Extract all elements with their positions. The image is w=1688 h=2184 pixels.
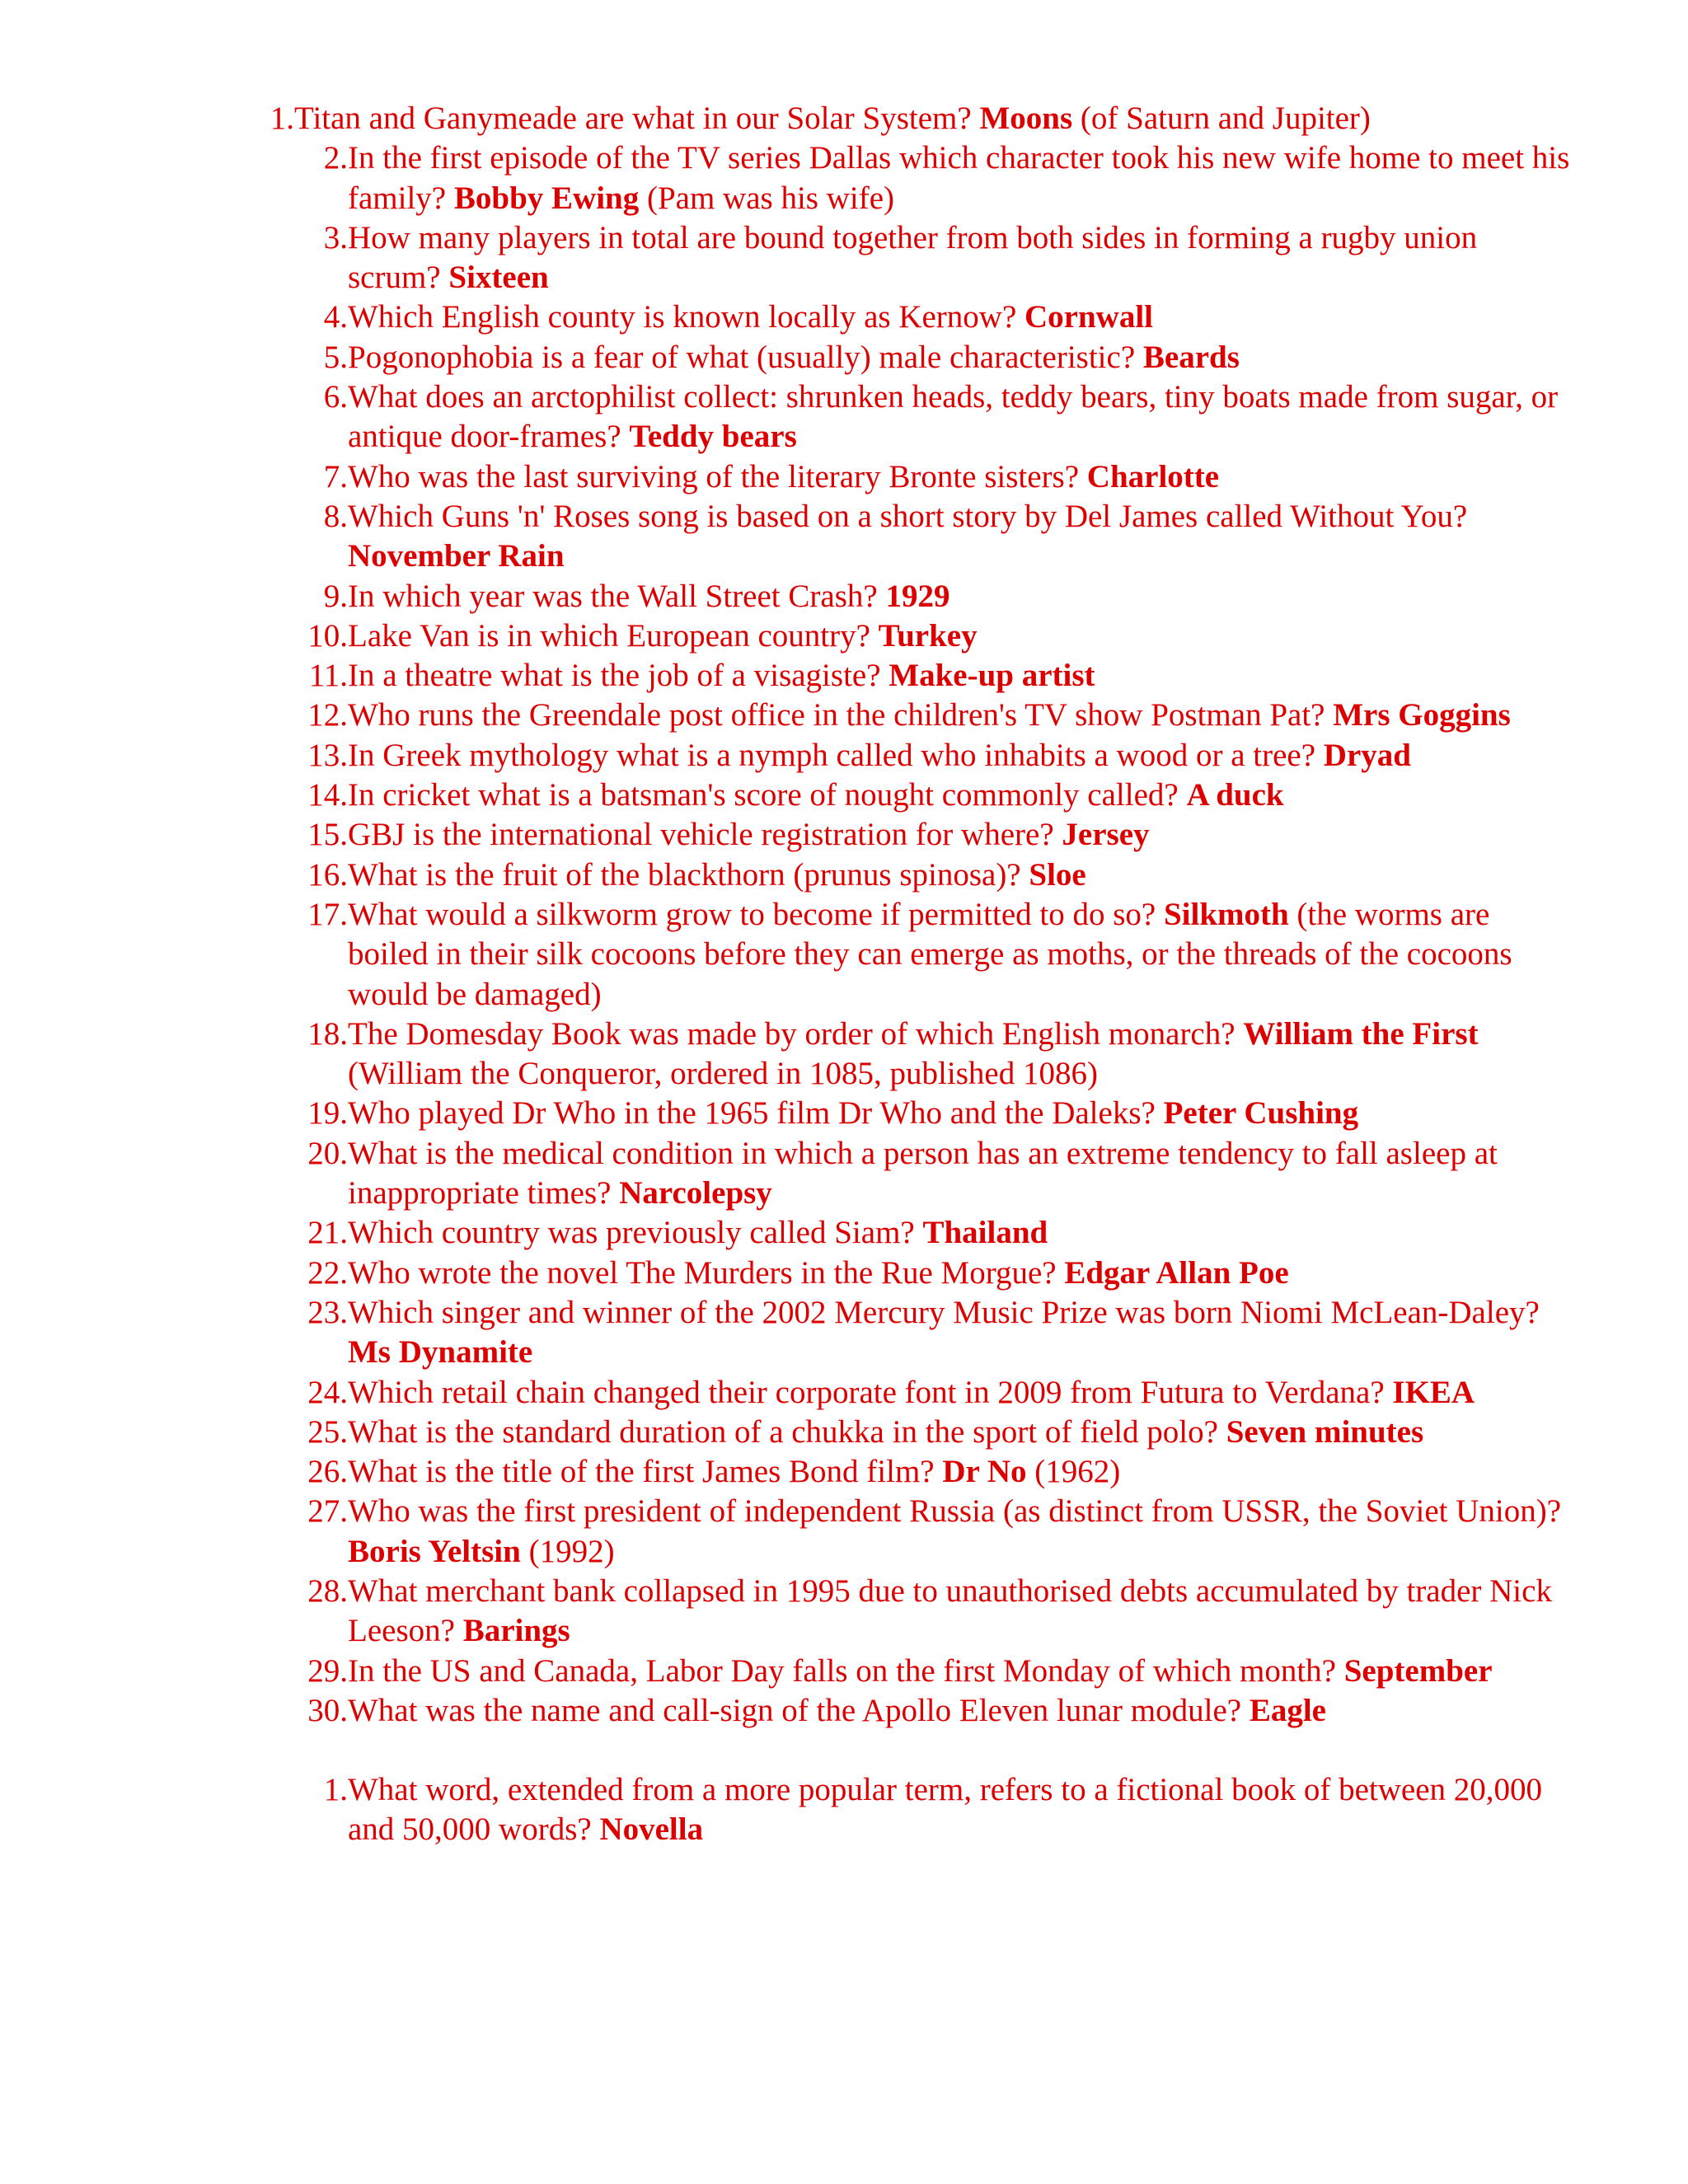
- quiz-item: [247, 497, 1574, 577]
- question-text: Titan and Ganymeade are what in our Solar System?: [294, 101, 972, 136]
- quiz-item: [247, 457, 1574, 497]
- question-number: [247, 1572, 348, 1611]
- question-number-label: 1.: [323, 1772, 348, 1808]
- question-body: [348, 616, 1574, 656]
- question-text: Which English county is known locally as Kernow?: [348, 299, 1017, 335]
- question-text: What is the medical condition in which a person has an extreme tendency to fall asleep at inappropriate times?: [348, 1135, 1498, 1212]
- quiz-item: [198, 99, 1574, 138]
- question-text: What is the fruit of the blackthorn (prunus spinosa)?: [348, 856, 1021, 893]
- question-body: [348, 1770, 1574, 1850]
- answer-text: Cornwall: [1025, 299, 1153, 335]
- question-number: [247, 1254, 348, 1293]
- question-number-label: 20.: [307, 1135, 348, 1171]
- question-number: [247, 815, 348, 855]
- answer-text: Beards: [1142, 339, 1240, 375]
- quiz-item: [247, 1213, 1574, 1253]
- question-text: In cricket what is a batsman's score of nought commonly called?: [348, 777, 1179, 813]
- question-number: [247, 616, 348, 656]
- quiz-item: [247, 815, 1574, 855]
- quiz-item: [247, 1015, 1574, 1094]
- question-number-label: 16.: [307, 856, 348, 893]
- question-number-label: 6.: [323, 379, 348, 415]
- answer-text: IKEA: [1392, 1374, 1475, 1410]
- question-text: Who was the last surviving of the literary Bronte sisters?: [348, 458, 1080, 494]
- question-number-label: 8.: [323, 498, 348, 534]
- quiz-item: [247, 1652, 1574, 1691]
- question-number: [247, 1134, 348, 1174]
- quiz-item: [247, 1492, 1574, 1572]
- question-body: [348, 736, 1574, 776]
- answer-text: Narcolepsy: [619, 1175, 772, 1212]
- question-text: What would a silkworm grow to become if permitted to do so?: [348, 896, 1156, 932]
- question-number-label: 1.: [270, 101, 294, 136]
- question-number: [247, 298, 348, 337]
- answer-text: Make-up artist: [889, 658, 1095, 694]
- answer-text: Sloe: [1029, 856, 1086, 893]
- question-number: [247, 457, 348, 497]
- answer-text: Turkey: [878, 617, 978, 654]
- answer-text: Moons: [979, 101, 1073, 136]
- section-spacer: [247, 1731, 1574, 1770]
- question-body: [348, 1373, 1574, 1413]
- question-body: [348, 218, 1574, 298]
- answer-note: (of Saturn and Jupiter): [1080, 101, 1371, 136]
- answer-text: Dryad: [1323, 737, 1411, 773]
- question-number-label: 23.: [307, 1294, 348, 1330]
- quiz-item: [247, 1293, 1574, 1373]
- question-number-label: 18.: [307, 1015, 348, 1052]
- question-number: [247, 1293, 348, 1333]
- quiz-item: [247, 616, 1574, 656]
- question-body: [348, 895, 1574, 1015]
- quiz-item: [247, 298, 1574, 337]
- question-body: [348, 377, 1574, 457]
- question-number-label: 21.: [307, 1215, 348, 1251]
- question-body: [348, 1254, 1574, 1293]
- quiz-item: [247, 1572, 1574, 1652]
- question-number-label: 19.: [307, 1095, 348, 1132]
- question-text: What word, extended from a more popular term, refers to a fictional book of between 20,000 and 50,000 words?: [348, 1772, 1542, 1848]
- answer-text: Seven minutes: [1226, 1413, 1424, 1450]
- question-number: [247, 497, 348, 537]
- question-body: [348, 776, 1574, 815]
- quiz-item: [247, 656, 1574, 696]
- quiz-item: [247, 577, 1574, 616]
- question-text: The Domesday Book was made by order of which English monarch?: [348, 1015, 1236, 1052]
- quiz-item: [247, 736, 1574, 776]
- question-number: [247, 656, 348, 696]
- question-number-label: 25.: [307, 1413, 348, 1450]
- question-number: [247, 377, 348, 417]
- answer-text: Silkmoth: [1163, 896, 1289, 932]
- question-number-label: 10.: [307, 617, 348, 654]
- question-number-label: 30.: [307, 1692, 348, 1728]
- question-text: What is the standard duration of a chukka in the sport of field polo?: [348, 1413, 1218, 1450]
- answer-text: September: [1343, 1652, 1493, 1689]
- question-number-label: 9.: [323, 578, 348, 614]
- answer-text: Ms Dynamite: [348, 1334, 533, 1371]
- quiz-item: [247, 1691, 1574, 1731]
- question-number: [247, 1691, 348, 1731]
- question-number-label: 26.: [307, 1454, 348, 1490]
- question-text: How many players in total are bound together from both sides in forming a rugby union scrum?: [348, 219, 1478, 296]
- question-body: [348, 577, 1574, 616]
- question-number: [247, 1373, 348, 1413]
- question-body: [348, 1015, 1574, 1094]
- question-body: [348, 1134, 1574, 1214]
- question-number-label: 12.: [307, 697, 348, 733]
- question-number: [247, 338, 348, 377]
- question-text: Who runs the Greendale post office in the children's TV show Postman Pat?: [348, 697, 1325, 733]
- question-number-label: 24.: [307, 1374, 348, 1410]
- question-text: Pogonophobia is a fear of what (usually) male characteristic?: [348, 339, 1136, 375]
- quiz-item: [247, 1770, 1574, 1850]
- quiz-item: [247, 1134, 1574, 1214]
- question-number: [198, 99, 294, 138]
- question-body: [348, 696, 1574, 735]
- question-text: In the US and Canada, Labor Day falls on the first Monday of which month?: [348, 1652, 1336, 1689]
- question-number-label: 22.: [307, 1254, 348, 1291]
- question-number: [247, 138, 348, 178]
- quiz-item: [247, 1094, 1574, 1133]
- question-number: [247, 855, 348, 895]
- question-number: [247, 577, 348, 616]
- answer-text: Barings: [462, 1613, 570, 1649]
- quiz-item: [247, 855, 1574, 895]
- question-body: [348, 457, 1574, 497]
- question-text: Who played Dr Who in the 1965 film Dr Who and the Daleks?: [348, 1095, 1156, 1132]
- question-number: [247, 218, 348, 258]
- quiz-item: [247, 138, 1574, 218]
- question-number-label: 2.: [323, 140, 348, 176]
- question-body: [348, 497, 1574, 577]
- answer-text: Peter Cushing: [1163, 1095, 1359, 1132]
- question-number-label: 11.: [308, 658, 348, 694]
- answer-text: Sixteen: [448, 260, 549, 296]
- answer-text: A duck: [1186, 777, 1284, 813]
- question-number: [247, 1492, 348, 1531]
- quiz-item: [247, 696, 1574, 735]
- question-text: What merchant bank collapsed in 1995 due to unauthorised debts accumulated by trader Nick Leeson?: [348, 1572, 1552, 1649]
- question-number-label: 27.: [307, 1493, 348, 1530]
- quiz-item: [247, 218, 1574, 298]
- question-body: [348, 1213, 1574, 1253]
- question-body: [348, 1413, 1574, 1452]
- answer-text: Dr No: [942, 1454, 1027, 1490]
- question-number-label: 13.: [307, 737, 348, 773]
- question-text: Which singer and winner of the 2002 Mercury Music Prize was born Niomi McLean-Daley?: [348, 1294, 1540, 1330]
- quiz-list: [247, 99, 1574, 1850]
- question-text: In a theatre what is the job of a visagiste?: [348, 658, 881, 694]
- question-body: [348, 1652, 1574, 1691]
- question-body: [348, 1492, 1574, 1572]
- quiz-item: [247, 338, 1574, 377]
- question-body: [294, 99, 1574, 138]
- question-number: [247, 1770, 348, 1810]
- answer-text: Teddy bears: [629, 419, 797, 455]
- question-text: Who was the first president of independent Russia (as distinct from USSR, the Soviet Union)?: [348, 1493, 1562, 1530]
- question-text: What was the name and call-sign of the Apollo Eleven lunar module?: [348, 1692, 1242, 1728]
- question-body: [348, 138, 1574, 218]
- question-number: [247, 1015, 348, 1054]
- question-number: [247, 736, 348, 776]
- quiz-item: [247, 1452, 1574, 1492]
- quiz-item: [247, 776, 1574, 815]
- question-number-label: 5.: [323, 339, 348, 375]
- quiz-item: [247, 1254, 1574, 1293]
- answer-note: (William the Conqueror, ordered in 1085, published 1086): [348, 1056, 1098, 1092]
- question-number-label: 7.: [323, 458, 348, 494]
- answer-text: Jersey: [1062, 817, 1150, 853]
- question-number: [247, 1452, 348, 1492]
- question-body: [348, 1452, 1574, 1492]
- answer-text: William the First: [1243, 1015, 1479, 1052]
- quiz-item: [247, 1413, 1574, 1452]
- answer-text: Edgar Allan Poe: [1064, 1254, 1289, 1291]
- question-text: What does an arctophilist collect: shrunken heads, teddy bears, tiny boats made from sugar, or antique door-frames?: [348, 379, 1559, 455]
- answer-text: Boris Yeltsin: [348, 1533, 521, 1569]
- question-body: [348, 1094, 1574, 1133]
- question-body: [348, 298, 1574, 337]
- answer-note: (1962): [1034, 1454, 1121, 1490]
- question-number: [247, 1652, 348, 1691]
- question-number-label: 15.: [307, 817, 348, 853]
- question-number: [247, 1094, 348, 1133]
- answer-note: (1992): [528, 1533, 615, 1569]
- question-text: In Greek mythology what is a nymph called who inhabits a wood or a tree?: [348, 737, 1316, 773]
- question-text: Lake Van is in which European country?: [348, 617, 870, 654]
- question-text: Which Guns 'n' Roses song is based on a short story by Del James called Without You?: [348, 498, 1468, 534]
- question-number-label: 17.: [307, 896, 348, 932]
- question-body: [348, 1691, 1574, 1731]
- answer-note: (the worms are boiled in their silk cocoons before they can emerge as moths, or the threads of the cocoons would be damaged): [348, 896, 1512, 1012]
- question-text: Who wrote the novel The Murders in the Rue Morgue?: [348, 1254, 1057, 1291]
- answer-note: (Pam was his wife): [646, 180, 895, 216]
- question-body: [348, 1293, 1574, 1373]
- quiz-item: [247, 895, 1574, 1015]
- question-number-label: 3.: [323, 219, 348, 255]
- question-body: [348, 1572, 1574, 1652]
- question-text: Which retail chain changed their corporate font in 2009 from Futura to Verdana?: [348, 1374, 1385, 1410]
- answer-text: Thailand: [922, 1215, 1048, 1251]
- question-text: What is the title of the first James Bond film?: [348, 1454, 935, 1490]
- question-text: In the first episode of the TV series Dallas which character took his new wife home to meet his family?: [348, 140, 1570, 216]
- question-number: [247, 776, 348, 815]
- question-number-label: 14.: [307, 777, 348, 813]
- question-body: [348, 338, 1574, 377]
- quiz-item: [247, 377, 1574, 457]
- question-body: [348, 855, 1574, 895]
- answer-text: Mrs Goggins: [1333, 697, 1511, 733]
- question-body: [348, 656, 1574, 696]
- answer-text: November Rain: [348, 538, 565, 574]
- question-number-label: 4.: [323, 299, 348, 335]
- question-body: [348, 815, 1574, 855]
- question-text: Which country was previously called Siam?: [348, 1215, 915, 1251]
- question-number: [247, 1413, 348, 1452]
- answer-text: Charlotte: [1086, 458, 1220, 494]
- question-number-label: 28.: [307, 1572, 348, 1609]
- question-number: [247, 1213, 348, 1253]
- question-number: [247, 895, 348, 935]
- question-number: [247, 696, 348, 735]
- answer-text: 1929: [885, 578, 950, 614]
- answer-text: Eagle: [1249, 1692, 1326, 1728]
- answer-text: Bobby Ewing: [453, 180, 640, 216]
- quiz-item: [247, 1373, 1574, 1413]
- answer-text: Novella: [599, 1811, 704, 1848]
- question-text: GBJ is the international vehicle registration for where?: [348, 817, 1054, 853]
- question-text: In which year was the Wall Street Crash?: [348, 578, 878, 614]
- question-number-label: 29.: [307, 1652, 348, 1689]
